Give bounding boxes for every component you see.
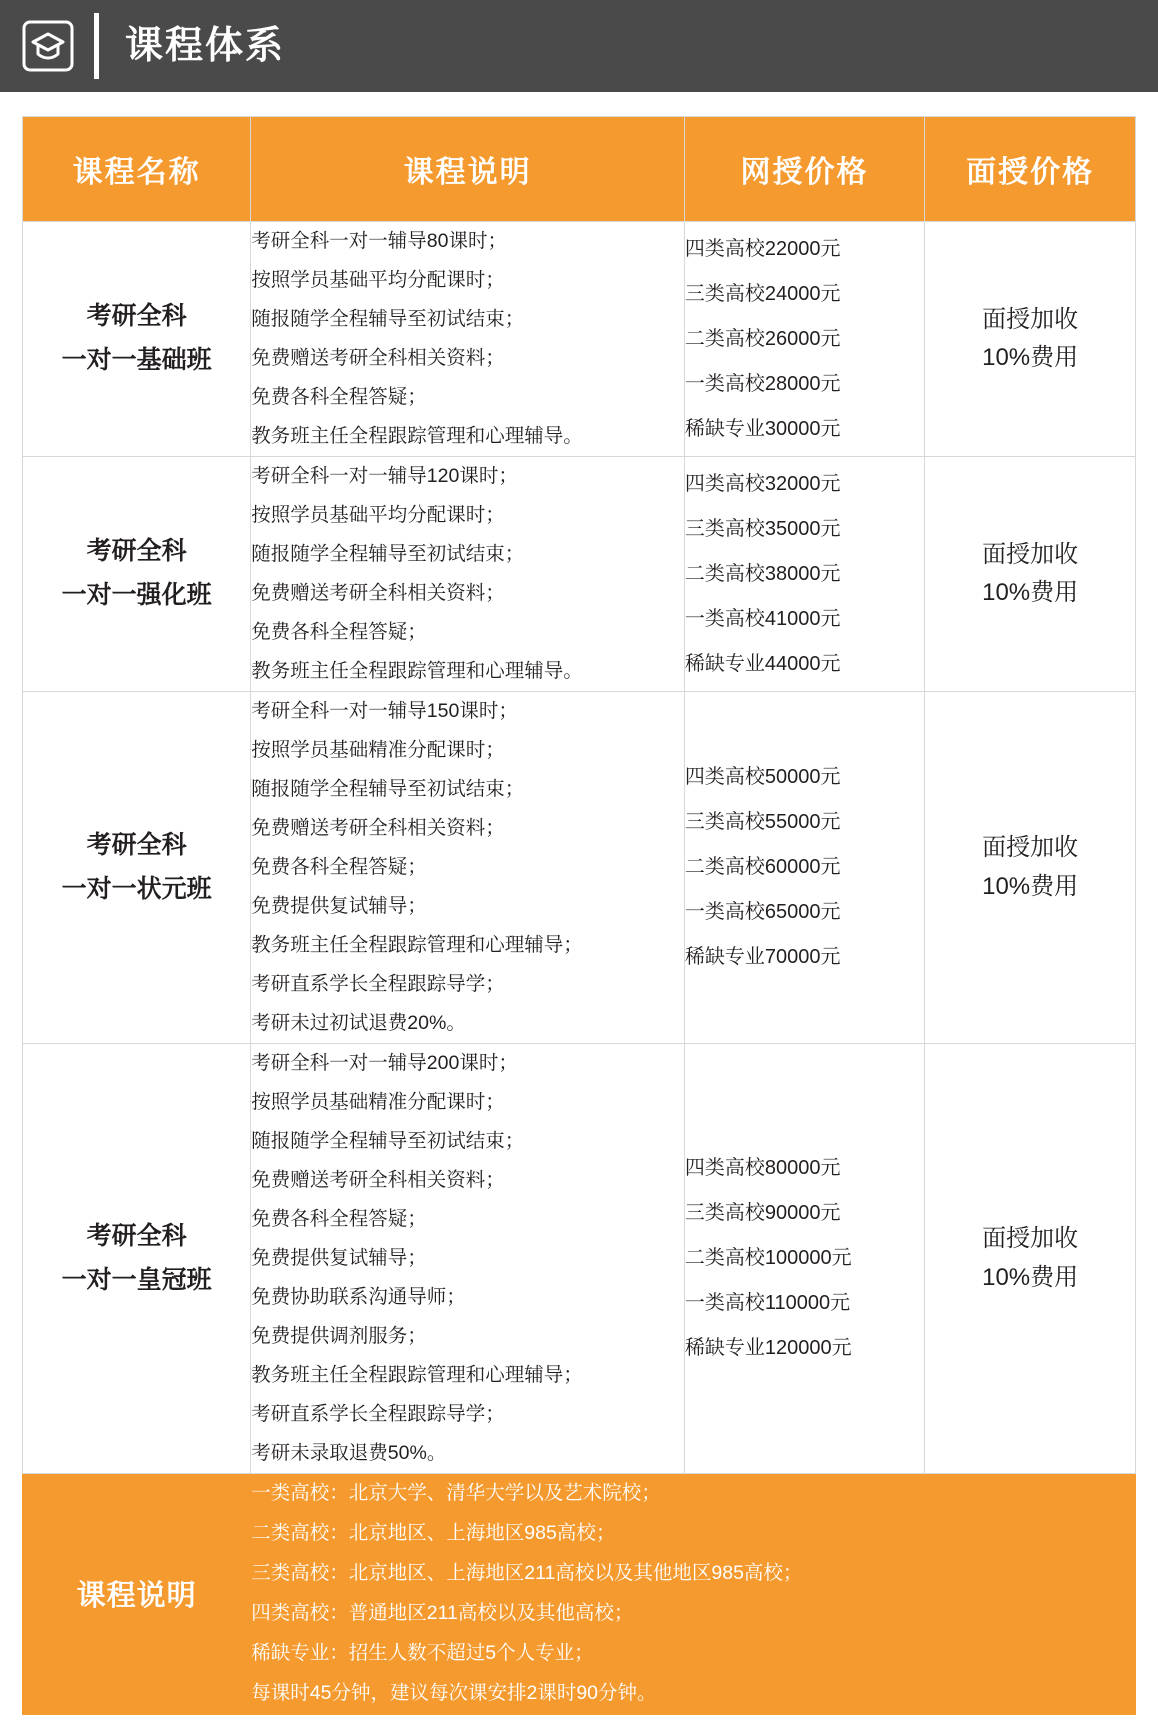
offline-price-cell: 面授加收 10%费用 <box>925 222 1136 457</box>
table-row <box>23 692 1136 1044</box>
course-table-container <box>0 92 1158 1715</box>
page-title: 课程体系 <box>125 25 286 67</box>
course-table <box>22 116 1136 1715</box>
course-name-cell: 考研全科 一对一皇冠班 <box>23 1044 251 1474</box>
course-name-cell: 考研全科 一对一状元班 <box>23 692 251 1044</box>
column-header-course-name: 课程名称 <box>23 117 251 222</box>
column-header-offline-price: 面授价格 <box>925 117 1136 222</box>
table-row <box>23 222 1136 457</box>
online-price-cell: 四类高校22000元 三类高校24000元 二类高校26000元 一类高校28000元 稀缺专业30000元 <box>684 222 924 457</box>
course-desc-cell: 考研全科一对一辅导150课时； 按照学员基础精准分配课时； 随报随学全程辅导至初试结束； 免费赠送考研全科相关资料； 免费各科全程答疑； 免费提供复试辅导； 教务班主任全程跟踪管理和心理辅导； 考研直系学长全程跟踪导学； 考研未过初试退费20%。 <box>251 692 685 1044</box>
course-desc-cell: 考研全科一对一辅导80课时； 按照学员基础平均分配课时； 随报随学全程辅导至初试结束； 免费赠送考研全科相关资料； 免费各科全程答疑； 教务班主任全程跟踪管理和心理辅导。 <box>251 222 685 457</box>
online-price-cell: 四类高校50000元 三类高校55000元 二类高校60000元 一类高校65000元 稀缺专业70000元 <box>684 692 924 1044</box>
note-body: 一类高校：北京大学、清华大学以及艺术院校； 二类高校：北京地区、上海地区985高校； 三类高校：北京地区、上海地区211高校以及其他地区985高校； 四类高校：普通地区211高校以及其他高校； 稀缺专业：招生人数不超过5个人专业； 每课时45分钟，建议每次课安排2课时90分钟。 <box>251 1474 1136 1715</box>
graduation-cap-icon <box>22 20 74 72</box>
course-note-row <box>23 1474 1136 1715</box>
online-price-cell: 四类高校32000元 三类高校35000元 二类高校38000元 一类高校41000元 稀缺专业44000元 <box>684 457 924 692</box>
table-row <box>23 1044 1136 1474</box>
course-name-cell: 考研全科 一对一基础班 <box>23 222 251 457</box>
header-divider <box>94 13 99 79</box>
column-header-course-desc: 课程说明 <box>251 117 685 222</box>
table-header-row <box>23 117 1136 222</box>
online-price-cell: 四类高校80000元 三类高校90000元 二类高校100000元 一类高校110000元 稀缺专业120000元 <box>684 1044 924 1474</box>
offline-price-cell: 面授加收 10%费用 <box>925 692 1136 1044</box>
course-desc-cell: 考研全科一对一辅导120课时； 按照学员基础平均分配课时； 随报随学全程辅导至初试结束； 免费赠送考研全科相关资料； 免费各科全程答疑； 教务班主任全程跟踪管理和心理辅导。 <box>251 457 685 692</box>
offline-price-cell: 面授加收 10%费用 <box>925 457 1136 692</box>
note-label: 课程说明 <box>23 1474 251 1715</box>
page-header <box>0 0 1158 92</box>
offline-price-cell: 面授加收 10%费用 <box>925 1044 1136 1474</box>
course-name-cell: 考研全科 一对一强化班 <box>23 457 251 692</box>
table-row <box>23 457 1136 692</box>
column-header-online-price: 网授价格 <box>684 117 924 222</box>
course-desc-cell: 考研全科一对一辅导200课时； 按照学员基础精准分配课时； 随报随学全程辅导至初试结束； 免费赠送考研全科相关资料； 免费各科全程答疑； 免费提供复试辅导； 免费协助联系沟通导师； 免费提供调剂服务； 教务班主任全程跟踪管理和心理辅导； 考研直系学长全程跟踪导学； 考研未录取退费50%。 <box>251 1044 685 1474</box>
